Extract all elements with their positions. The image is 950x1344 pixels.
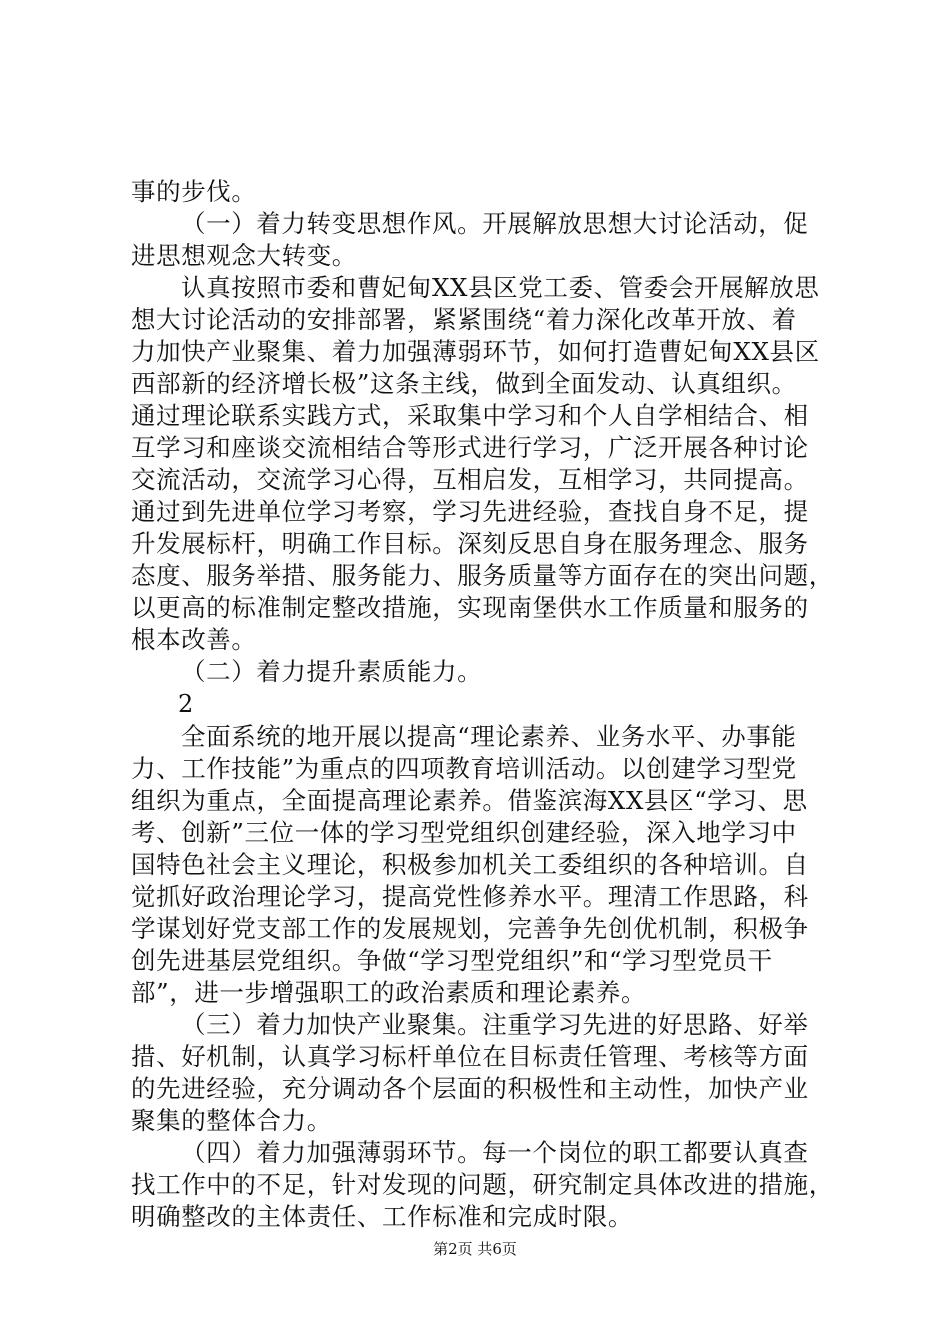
text-line: 的先进经验，充分调动各个层面的积极性和主动性，加快产业 xyxy=(131,1074,809,1103)
section-heading: （四）着力加强薄弱环节。每一个岗位的职工都要认真查 xyxy=(181,1138,809,1167)
text-line: 交流活动，交流学习心得，互相启发，互相学习，共同提高。 xyxy=(131,465,809,494)
text-line: 想大讨论活动的安排部署，紧紧围绕“着力深化改革开放、着 xyxy=(131,305,797,334)
text-line: 力加快产业聚集、着力加强薄弱环节，如何打造曹妃甸XX县区 xyxy=(131,337,820,366)
section-heading: （一）着力转变思想作风。开展解放思想大讨论活动，促 xyxy=(181,209,809,238)
text-line: 态度、服务举措、服务能力、服务质量等方面存在的突出问题， xyxy=(131,561,834,590)
text-line: 互学习和座谈交流相结合等形式进行学习，广泛开展各种讨论 xyxy=(131,433,809,462)
section-heading: （二）着力提升素质能力。 xyxy=(181,657,483,686)
text-line: 组织为重点，全面提高理论素养。借鉴滨海XX县区“学习、思 xyxy=(131,786,808,815)
section-heading: （三）着力加快产业聚集。注重学习先进的好思路、好举 xyxy=(181,1010,809,1039)
text-line: 明确整改的主体责任、工作标准和完成时限。 xyxy=(131,1202,633,1231)
text-line: 创先进基层党组织。争做“学习型党组织”和“学习型党员干 xyxy=(131,946,773,975)
text-line: 学谋划好党支部工作的发展规划，完善争先创优机制，积极争 xyxy=(131,914,809,943)
paragraph-start: 全面系统的地开展以提高“理论素养、业务水平、办事能 xyxy=(181,722,797,751)
text-line: 通过理论联系实践方式，采取集中学习和个人自学相结合、相 xyxy=(131,401,809,430)
text-line: 觉抓好政治理论学习，提高党性修养水平。理清工作思路，科 xyxy=(131,882,809,911)
text-line: 西部新的经济增长极”这条主线，做到全面发动、认真组织。 xyxy=(131,369,797,398)
text-line: 聚集的整体合力。 xyxy=(131,1106,332,1135)
text-line: 以更高的标准制定整改措施，实现南堡供水工作质量和服务的 xyxy=(131,593,809,622)
text-line: 措、好机制，认真学习标杆单位在目标责任管理、考核等方面 xyxy=(131,1042,809,1071)
page-footer: 第2页 共6页 xyxy=(433,1240,517,1258)
text-line: 升发展标杆，明确工作目标。深刻反思自身在服务理念、服务 xyxy=(131,529,809,558)
text-line: 国特色社会主义理论，积极参加机关工委组织的各种培训。自 xyxy=(131,850,809,879)
text-line: 力、工作技能”为重点的四项教育培训活动。以创建学习型党 xyxy=(131,754,797,783)
text-line: 部”，进一步增强职工的政治素质和理论素养。 xyxy=(131,978,647,1007)
text-line: 通过到先进单位学习考察，学习先进经验，查找自身不足，提 xyxy=(131,497,809,526)
paragraph-start: 认真按照市委和曹妃甸XX县区党工委、管委会开展解放思 xyxy=(181,273,820,302)
text-line: 根本改善。 xyxy=(131,625,257,654)
text-line: 考、创新”三位一体的学习型党组织创建经验，深入地学习中 xyxy=(131,818,797,847)
inline-page-number: 2 xyxy=(178,690,194,718)
text-line: 事的步伐。 xyxy=(131,177,257,206)
text-line: 进思想观念大转变。 xyxy=(131,241,357,270)
text-line: 找工作中的不足，针对发现的问题，研究制定具体改进的措施， xyxy=(131,1170,834,1199)
